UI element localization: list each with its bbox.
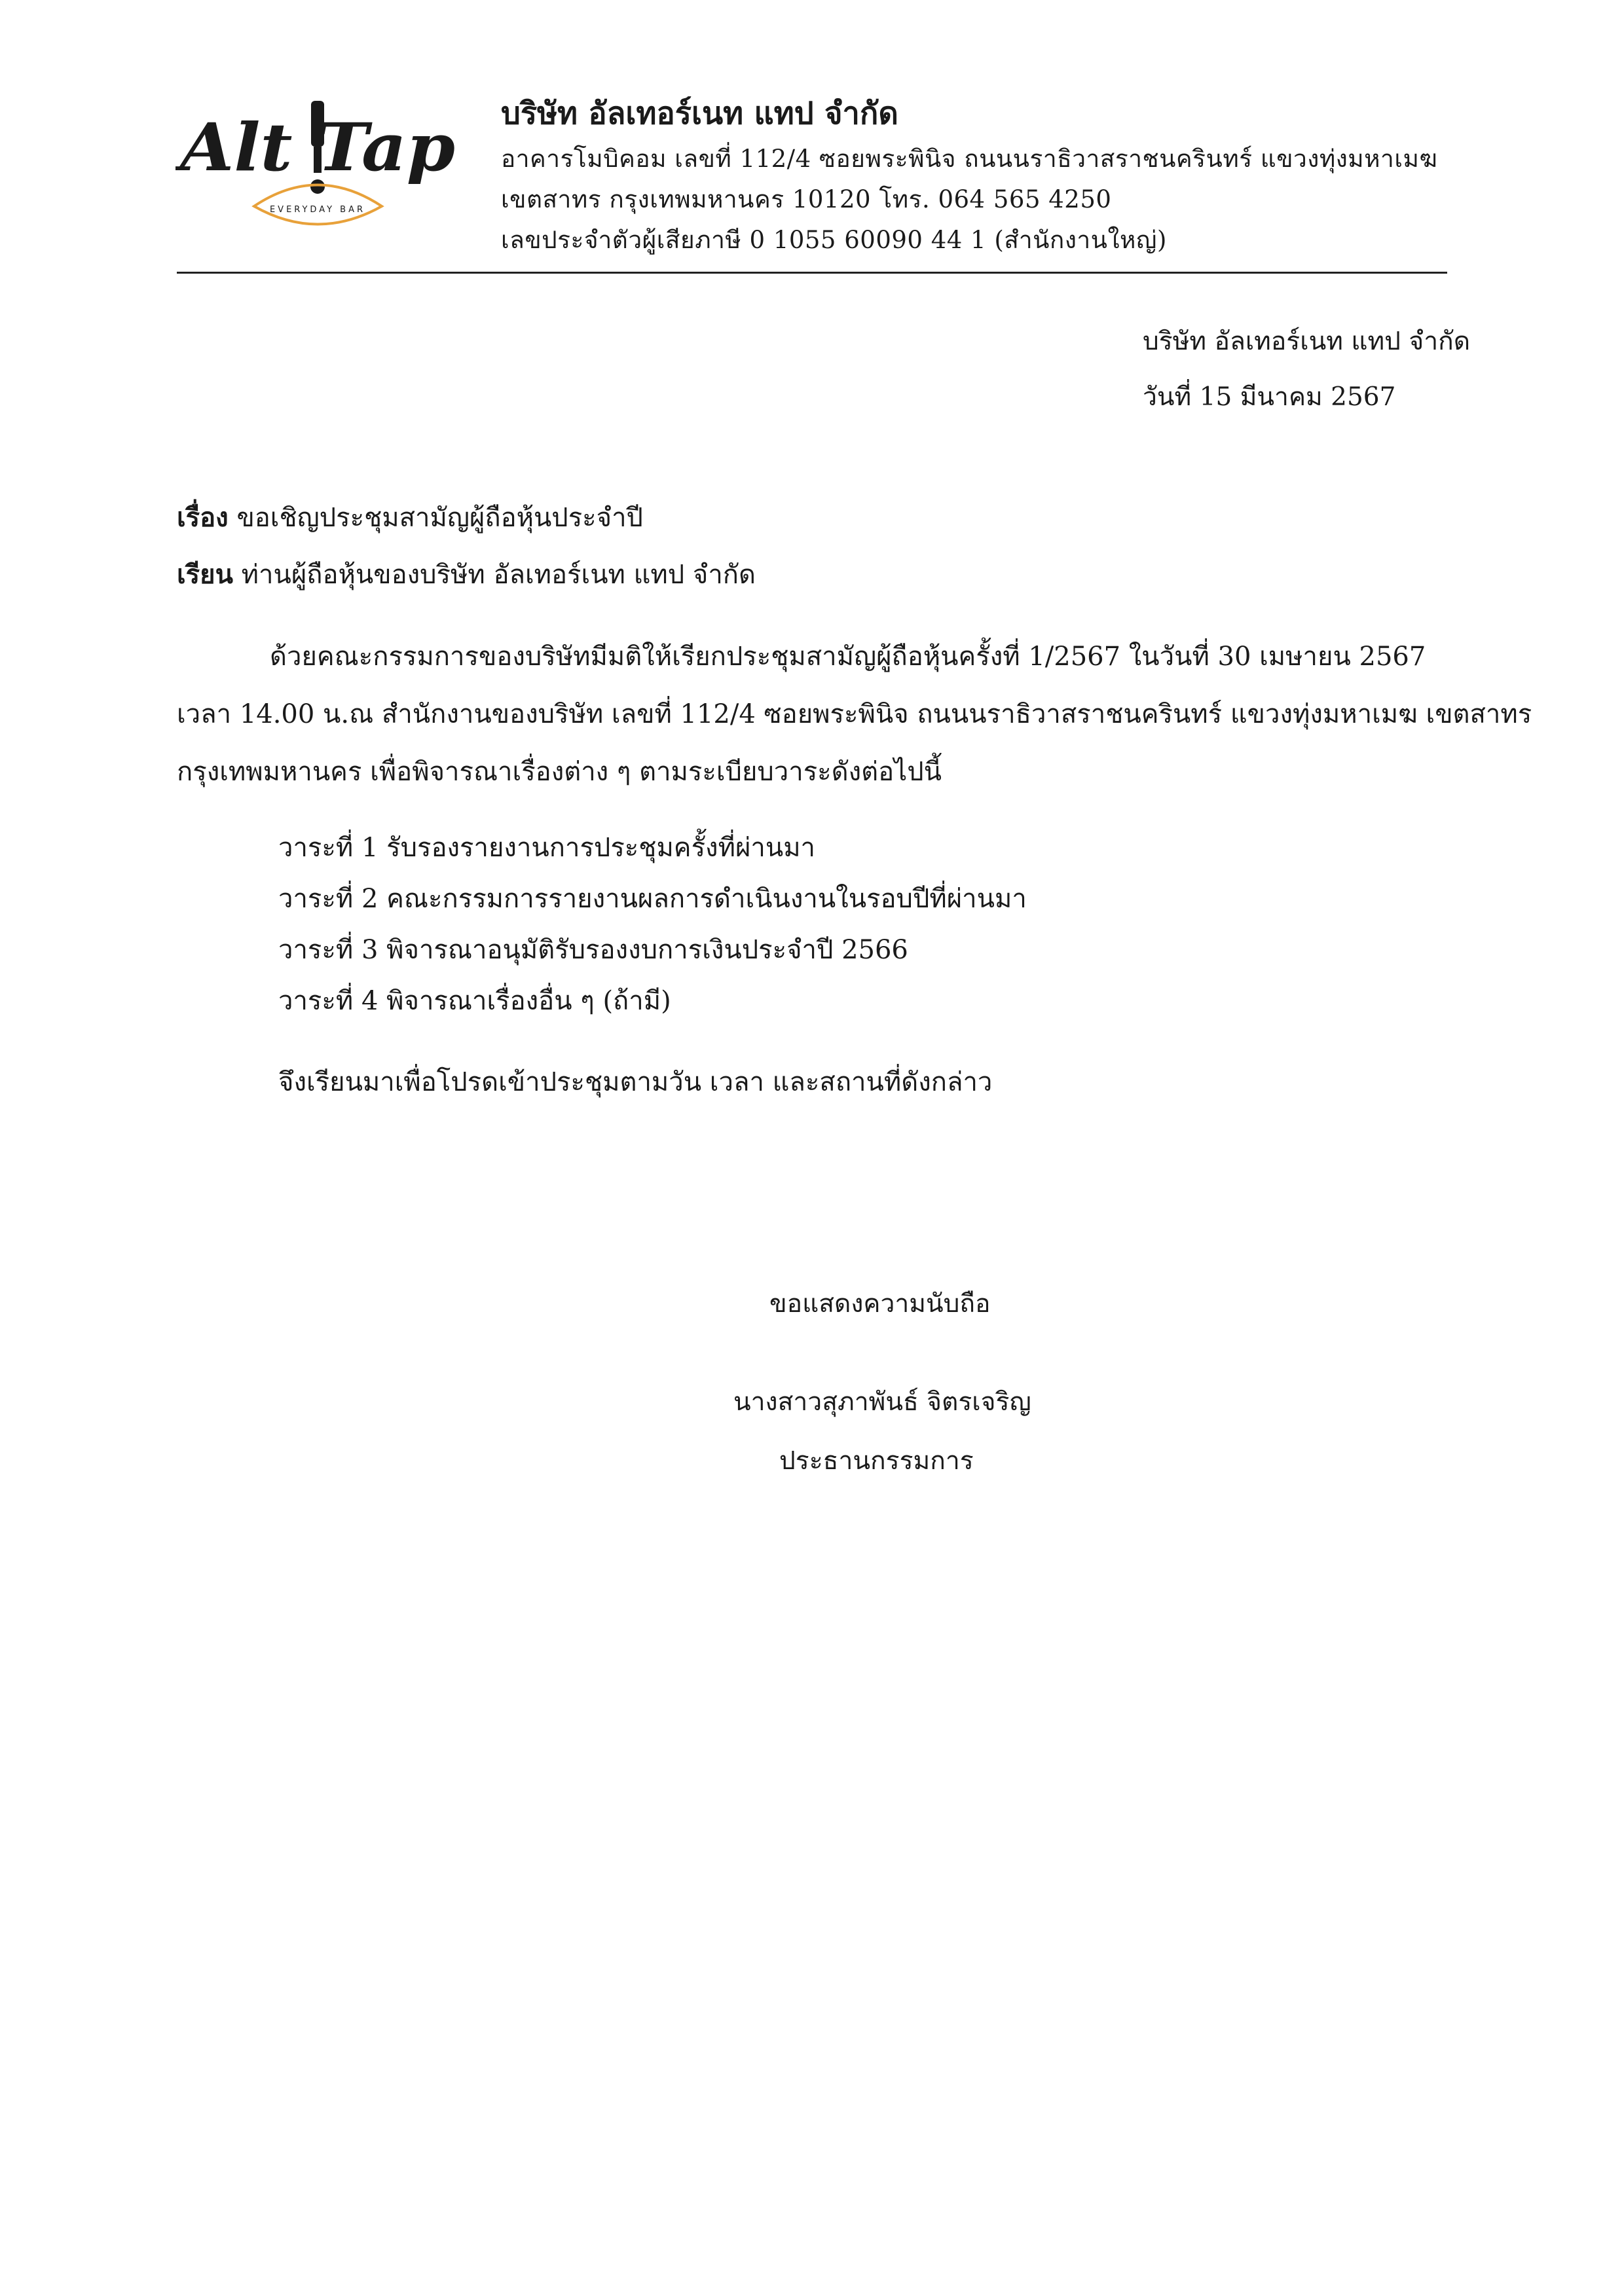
letterhead-tax-line: เลขประจำตัวผู้เสียภาษี 0 1055 60090 44 1 (สำนักงานใหญ่) xyxy=(501,226,1167,254)
agenda-item-1: วาระที่ 1 รับรองรายงานการประชุมครั้งที่ผ่านมา xyxy=(278,833,816,863)
signature-regards: ขอแสดงความนับถือ xyxy=(769,1289,991,1319)
company-logo xyxy=(175,92,464,242)
recipient-line xyxy=(177,553,756,595)
header-divider xyxy=(177,272,1447,274)
subject-text: ขอเชิญประชุมสามัญผู้ถือหุ้นประจำปี xyxy=(236,503,643,533)
subject-label: เรื่อง xyxy=(177,502,229,533)
agenda-item-2: วาระที่ 2 คณะกรรมการรายงานผลการดำเนินงานในรอบปีที่ผ่านมา xyxy=(278,884,1027,914)
letterhead-address-line1: อาคารโมบิคอม เลขที่ 112/4 ซอยพระพินิจ ถนนนราธิวาสราชนครินทร์ แขวงทุ่งมหาเมฆ xyxy=(501,145,1438,173)
body-line-2: เวลา 14.00 น.ณ สำนักงานของบริษัท เลขที่ 112/4 ซอยพระพินิจ ถนนนราธิวาสราชนครินทร์ แขวงทุ่งมหาเมฆ เขตสาทร xyxy=(177,699,1532,729)
letterhead-company-name: บริษัท อัลเทอร์เนท แทป จำกัด xyxy=(501,96,898,132)
letterhead-address-line2: เขตสาทร กรุงเทพมหานคร 10120 โทร. 064 565 4250 xyxy=(501,185,1112,213)
closing-sentence: จึงเรียนมาเพื่อโปรดเข้าประชุมตามวัน เวลา และสถานที่ดังกล่าว xyxy=(278,1067,993,1097)
body-line-1: ด้วยคณะกรรมการของบริษัทมีมติให้เรียกประชุมสามัญผู้ถือหุ้นครั้งที่ 1/2567 ในวันที่ 30 เมษายน 2567 xyxy=(270,642,1426,672)
agenda-item-4: วาระที่ 4 พิจารณาเรื่องอื่น ๆ (ถ้ามี) xyxy=(278,986,671,1016)
recipient-label: เรียน xyxy=(177,559,233,590)
alt-tap-logo-graphic xyxy=(175,92,464,242)
agenda-item-3: วาระที่ 3 พิจารณาอนุมัติรับรองงบการเงินประจำปี 2566 xyxy=(278,935,908,965)
signatory-name: นางสาวสุภาพันธ์ จิตรเจริญ xyxy=(733,1387,1031,1417)
logo-main-text: Alt Tap xyxy=(175,109,455,186)
subject-line xyxy=(177,496,643,538)
issue-date: วันที่ 15 มีนาคม 2567 xyxy=(1143,382,1396,412)
signatory-title: ประธานกรรมการ xyxy=(779,1446,974,1476)
logo-tagline: EVERYDAY BAR xyxy=(269,205,366,215)
issuer-company: บริษัท อัลเทอร์เนท แทป จำกัด xyxy=(1143,327,1471,356)
recipient-text: ท่านผู้ถือหุ้นของบริษัท อัลเทอร์เนท แทป จำกัด xyxy=(241,560,756,590)
body-line-3: กรุงเทพมหานคร เพื่อพิจารณาเรื่องต่าง ๆ ตามระเบียบวาระดังต่อไปนี้ xyxy=(177,757,942,787)
